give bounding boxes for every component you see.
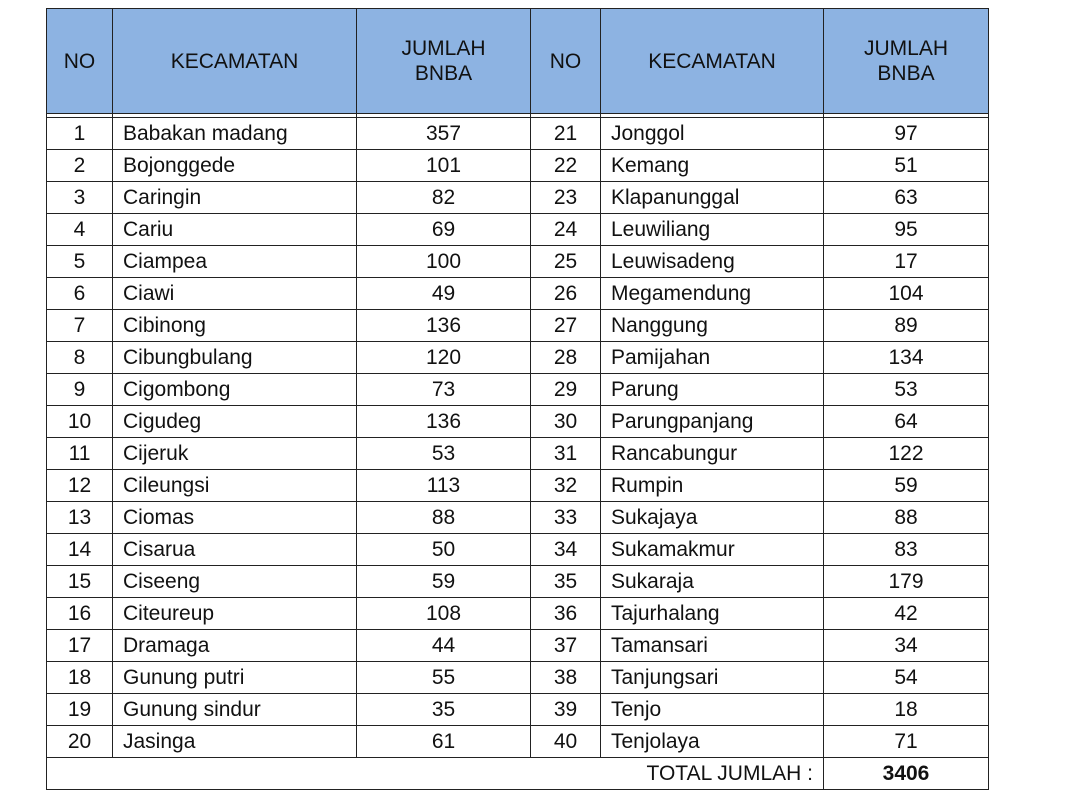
row-no: 39	[531, 694, 601, 726]
row-jumlah: 95	[824, 214, 989, 246]
table-row	[47, 246, 989, 278]
table-row	[47, 150, 989, 182]
table-row	[47, 278, 989, 310]
table-row	[47, 534, 989, 566]
row-jumlah: 120	[357, 342, 531, 374]
row-jumlah: 50	[357, 534, 531, 566]
row-jumlah: 53	[357, 438, 531, 470]
table-row	[47, 726, 989, 758]
row-jumlah: 136	[357, 310, 531, 342]
row-kecamatan: Ciseeng	[113, 566, 357, 598]
row-jumlah: 136	[357, 406, 531, 438]
row-no: 5	[47, 246, 113, 278]
row-no: 11	[47, 438, 113, 470]
row-kecamatan: Tanjungsari	[601, 662, 824, 694]
row-no: 20	[47, 726, 113, 758]
row-no: 34	[531, 534, 601, 566]
row-kecamatan: Kemang	[601, 150, 824, 182]
row-kecamatan: Jasinga	[113, 726, 357, 758]
row-no: 38	[531, 662, 601, 694]
row-no: 7	[47, 310, 113, 342]
row-no: 29	[531, 374, 601, 406]
row-jumlah: 83	[824, 534, 989, 566]
row-jumlah: 73	[357, 374, 531, 406]
row-kecamatan: Gunung putri	[113, 662, 357, 694]
row-jumlah: 55	[357, 662, 531, 694]
row-jumlah: 89	[824, 310, 989, 342]
row-no: 35	[531, 566, 601, 598]
row-jumlah: 63	[824, 182, 989, 214]
table-row	[47, 470, 989, 502]
header-kecamatan-left: KECAMATAN	[113, 9, 357, 114]
row-kecamatan: Cariu	[113, 214, 357, 246]
row-jumlah: 134	[824, 342, 989, 374]
row-jumlah: 88	[824, 502, 989, 534]
row-jumlah: 18	[824, 694, 989, 726]
table-row	[47, 566, 989, 598]
row-no: 25	[531, 246, 601, 278]
table-row	[47, 502, 989, 534]
row-kecamatan: Nanggung	[601, 310, 824, 342]
row-jumlah: 59	[357, 566, 531, 598]
row-kecamatan: Caringin	[113, 182, 357, 214]
row-no: 18	[47, 662, 113, 694]
row-no: 14	[47, 534, 113, 566]
row-no: 19	[47, 694, 113, 726]
row-jumlah: 82	[357, 182, 531, 214]
row-kecamatan: Tenjolaya	[601, 726, 824, 758]
header-row	[47, 9, 989, 114]
row-no: 36	[531, 598, 601, 630]
table-row	[47, 438, 989, 470]
header-no-left: NO	[47, 9, 113, 114]
total-value: 3406	[824, 758, 989, 790]
row-no: 17	[47, 630, 113, 662]
row-jumlah: 88	[357, 502, 531, 534]
header-no-right: NO	[531, 9, 601, 114]
row-no: 13	[47, 502, 113, 534]
row-kecamatan: Sukamakmur	[601, 534, 824, 566]
table-row	[47, 374, 989, 406]
row-kecamatan: Leuwiliang	[601, 214, 824, 246]
row-jumlah: 34	[824, 630, 989, 662]
row-no: 16	[47, 598, 113, 630]
table-row	[47, 118, 989, 150]
row-jumlah: 59	[824, 470, 989, 502]
table-row	[47, 630, 989, 662]
row-no: 33	[531, 502, 601, 534]
row-no: 22	[531, 150, 601, 182]
row-jumlah: 49	[357, 278, 531, 310]
row-jumlah: 97	[824, 118, 989, 150]
row-no: 1	[47, 118, 113, 150]
row-kecamatan: Tajurhalang	[601, 598, 824, 630]
table-row	[47, 694, 989, 726]
row-jumlah: 54	[824, 662, 989, 694]
row-no: 4	[47, 214, 113, 246]
row-jumlah: 69	[357, 214, 531, 246]
row-kecamatan: Parungpanjang	[601, 406, 824, 438]
row-kecamatan: Sukaraja	[601, 566, 824, 598]
row-kecamatan: Dramaga	[113, 630, 357, 662]
row-no: 2	[47, 150, 113, 182]
row-no: 26	[531, 278, 601, 310]
row-jumlah: 357	[357, 118, 531, 150]
table-row	[47, 342, 989, 374]
row-kecamatan: Tamansari	[601, 630, 824, 662]
row-jumlah: 35	[357, 694, 531, 726]
row-kecamatan: Klapanunggal	[601, 182, 824, 214]
row-jumlah: 53	[824, 374, 989, 406]
header-kecamatan-right: KECAMATAN	[601, 9, 824, 114]
row-no: 21	[531, 118, 601, 150]
row-jumlah: 122	[824, 438, 989, 470]
row-no: 15	[47, 566, 113, 598]
row-jumlah: 113	[357, 470, 531, 502]
row-no: 10	[47, 406, 113, 438]
row-jumlah: 104	[824, 278, 989, 310]
row-kecamatan: Cijeruk	[113, 438, 357, 470]
row-kecamatan: Leuwisadeng	[601, 246, 824, 278]
row-kecamatan: Ciomas	[113, 502, 357, 534]
table-row	[47, 214, 989, 246]
row-kecamatan: Citeureup	[113, 598, 357, 630]
header-jumlah-left	[357, 9, 531, 114]
row-no: 23	[531, 182, 601, 214]
row-kecamatan: Pamijahan	[601, 342, 824, 374]
row-kecamatan: Gunung sindur	[113, 694, 357, 726]
table-row	[47, 598, 989, 630]
row-no: 30	[531, 406, 601, 438]
row-kecamatan: Ciampea	[113, 246, 357, 278]
row-no: 3	[47, 182, 113, 214]
table-row	[47, 182, 989, 214]
row-no: 6	[47, 278, 113, 310]
table-row	[47, 406, 989, 438]
row-kecamatan: Babakan madang	[113, 118, 357, 150]
header-jumlah-text: JUMLAH BNBA	[863, 37, 948, 85]
row-kecamatan: Cileungsi	[113, 470, 357, 502]
row-jumlah: 64	[824, 406, 989, 438]
row-jumlah: 17	[824, 246, 989, 278]
row-kecamatan: Parung	[601, 374, 824, 406]
row-kecamatan: Rancabungur	[601, 438, 824, 470]
row-jumlah: 101	[357, 150, 531, 182]
row-kecamatan: Ciawi	[113, 278, 357, 310]
bnba-table	[46, 8, 989, 790]
row-kecamatan: Rumpin	[601, 470, 824, 502]
row-no: 24	[531, 214, 601, 246]
table-row	[47, 310, 989, 342]
table-row	[47, 662, 989, 694]
total-label: TOTAL JUMLAH :	[47, 758, 824, 790]
row-jumlah: 100	[357, 246, 531, 278]
row-jumlah: 108	[357, 598, 531, 630]
row-kecamatan: Cibungbulang	[113, 342, 357, 374]
row-no: 28	[531, 342, 601, 374]
row-kecamatan: Sukajaya	[601, 502, 824, 534]
header-jumlah-right	[824, 9, 989, 114]
row-kecamatan: Bojonggede	[113, 150, 357, 182]
row-no: 32	[531, 470, 601, 502]
row-no: 40	[531, 726, 601, 758]
row-no: 9	[47, 374, 113, 406]
row-kecamatan: Cigombong	[113, 374, 357, 406]
row-jumlah: 71	[824, 726, 989, 758]
row-jumlah: 51	[824, 150, 989, 182]
row-jumlah: 61	[357, 726, 531, 758]
row-jumlah: 42	[824, 598, 989, 630]
row-kecamatan: Tenjo	[601, 694, 824, 726]
row-kecamatan: Megamendung	[601, 278, 824, 310]
row-jumlah: 179	[824, 566, 989, 598]
row-kecamatan: Cisarua	[113, 534, 357, 566]
row-no: 12	[47, 470, 113, 502]
row-kecamatan: Jonggol	[601, 118, 824, 150]
total-row	[47, 758, 989, 790]
row-no: 31	[531, 438, 601, 470]
row-no: 8	[47, 342, 113, 374]
header-jumlah-text: JUMLAH BNBA	[401, 37, 486, 85]
row-no: 27	[531, 310, 601, 342]
row-kecamatan: Cibinong	[113, 310, 357, 342]
row-jumlah: 44	[357, 630, 531, 662]
row-no: 37	[531, 630, 601, 662]
row-kecamatan: Cigudeg	[113, 406, 357, 438]
